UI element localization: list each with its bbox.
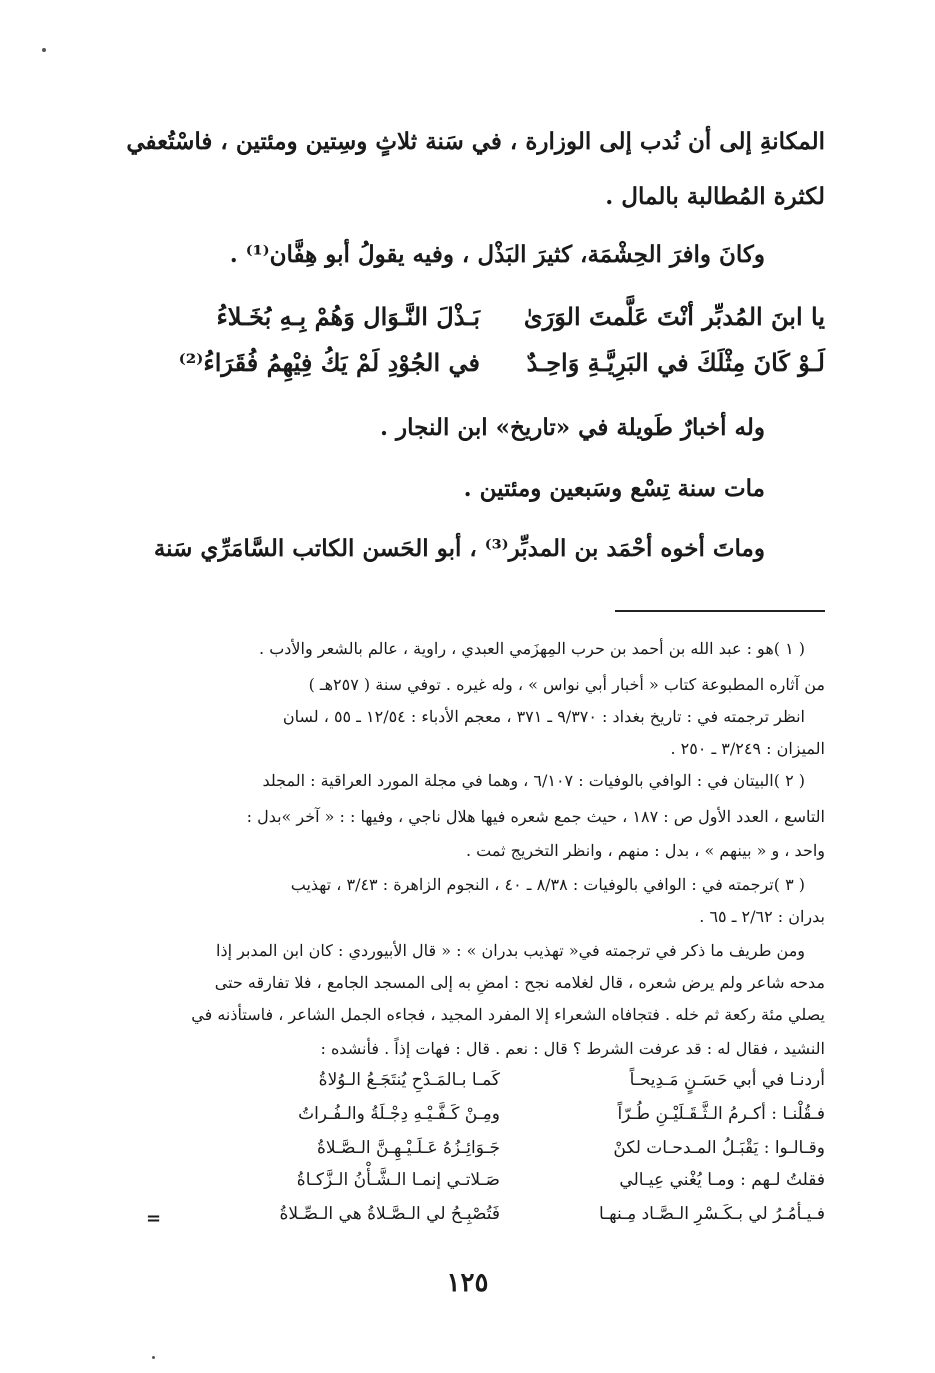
poem-verse-1 — [140, 1070, 825, 1100]
continuation-mark: = — [146, 1208, 162, 1229]
poem-verse-4 — [140, 1170, 825, 1200]
poem-second-hemistich: صَـلاتـي إنمـا الـشَّـأْنُ الـزَّكـاةُ — [296, 1170, 500, 1190]
poem-second-hemistich: ومِـنْ كَـفَّـيْـهِ دِجْـلَةُ والـفُـراتُ — [298, 1104, 500, 1124]
body-line-1: المكانةِ إلى أن نُدب إلى الوزارة ، في سَنة ثلاثٍ وسِتين ومئتين ، فاسْتُعفي — [126, 128, 825, 155]
poem-verse-2 — [140, 1104, 825, 1134]
body-line-6: وماتَ أخوه أحْمَد بن المدبِّر⁽³⁾ ، أبو الحَسن الكاتب السَّامَرِّي سَنة — [153, 535, 765, 562]
footnote-line: واحد ، و « بينهم » ، بدل : منهم ، وانظر التخريج ثمت . — [465, 841, 825, 860]
footnote-line: التاسع ، العدد الأول ص : ١٨٧ ، حيث جمع شعره فيها هلال ناجي ، وفيها : : « آخر »بدل : — [246, 807, 825, 826]
poem-first-hemistich: فـقُلْنـا : أكـرمُ الـثَّـقَـلَيْـنِ طُـرّاً — [617, 1104, 825, 1124]
verse-2 — [160, 348, 825, 388]
poem-first-hemistich: أردنـا في أبي حَسَـنٍ مَـدِيحـاً — [629, 1070, 825, 1090]
footnote-line: بدران : ٢/٦٢ ـ ٦٥ . — [699, 907, 825, 926]
verse-1-second-hemistich: بَـذْلَ النَّـوَال وَهُمْ بِـهِ بُخَـلاءُ — [216, 302, 480, 331]
poem-first-hemistich: وقـالـوا : يَقْبَـلُ المـدحـات لكنْ — [613, 1138, 825, 1158]
verse-2-second-hemistich: في الجُوْدِ لَمْ يَكُ فِيْهِمُ فُقَرَاءُ⁽²⁾ — [178, 348, 480, 377]
body-line-4: وله أخبارٌ طَويلة في «تاريخ» ابن النجار . — [380, 414, 765, 441]
footnote-line: يصلي مئة ركعة ثم خله . فتجافاه الشعراء إلا المفرد المجيد ، فجاءه الجمل الشاعر ، فاستأذنه في — [191, 1005, 825, 1024]
scan-speck — [152, 1356, 155, 1359]
footnote-line: ومن طريف ما ذكر في ترجمته في« تهذيب بدران » : « قال الأبيوردي : كان ابن المدبر إذا — [216, 941, 805, 960]
footnote-line: انظر ترجمته في : تاريخ بغداد : ٩/٣٧٠ ـ ٣٧١ ، معجم الأدباء : ١٢/٥٤ ـ ٥٥ ، لسان — [282, 707, 805, 726]
poem-second-hemistich: كَمـا بـالمَـدْحِ يُنتَجَـعُ الـوُلاةُ — [318, 1070, 500, 1090]
footnote-separator — [615, 610, 825, 612]
footnote-line: ( ٢ )البيتان في : الوافي بالوفيات : ٦/١٠٧ ، وهما في مجلة المورد العراقية : المجلد — [262, 771, 805, 790]
poem-second-hemistich: فَتُصْبِـحُ لي الـصَّـلاةُ هي الـصِّـلاةُ — [279, 1204, 500, 1224]
poem-verse-5 — [140, 1204, 825, 1234]
body-line-3: وكانَ وافرَ الحِشْمَة، كثيرَ البَذْل ، وفيه يقولُ أبو هِفَّان⁽¹⁾ . — [229, 241, 765, 268]
footnote-line: الميزان : ٣/٢٤٩ ـ ٢٥٠ . — [670, 739, 825, 758]
poem-second-hemistich: جَـوَائِـزُهُ عَـلَـيْـهِـنَّ الـصَّـلاةُ — [316, 1138, 500, 1158]
verse-1-first-hemistich: يا ابنَ المُدبِّر أنْتَ عَلَّمتَ الوَرَىٰ — [523, 302, 825, 331]
poem-first-hemistich: فـيـأمُـرُ لي بـكَـسْرِ الـصَّـاد مِـنهـا — [598, 1204, 825, 1224]
poem-first-hemistich: فقلتُ لـهم : ومـا يُغْني عِيـالي — [619, 1170, 825, 1190]
scan-speck — [42, 48, 46, 52]
footnote-line: مدحه شاعر ولم يرض شعره ، قال لغلامه نجح : امضِ به إلى المسجد الجامع ، فلا تفارقه حتى — [214, 973, 825, 992]
footnote-line: النشيد ، فقال له : قد عرفت الشرط ؟ قال : نعم . قال : فهات إذاً . فأنشده : — [320, 1039, 825, 1058]
page-number: ١٢٥ — [446, 1268, 489, 1298]
body-line-2: لكثرة المُطالبة بالمال . — [605, 183, 825, 210]
verse-1 — [160, 302, 825, 342]
footnote-line: ( ١ )هو : عبد الله بن أحمد بن حرب المِهزَمي العبدي ، راوية ، عالم بالشعر والأدب . — [259, 639, 805, 658]
footnote-line: من آثاره المطبوعة كتاب « أخبار أبي نواس » ، وله غيره . توفي سنة ( ٢٥٧هـ ) — [308, 675, 825, 694]
body-line-5: مات سنة تِسْع وسَبعين ومئتين . — [463, 475, 765, 502]
poem-verse-3 — [140, 1138, 825, 1168]
verse-2-first-hemistich: لَـوْ كَانَ مِثْلَكَ في البَرِيَّـةِ وَاحِـدٌ — [526, 348, 825, 377]
footnote-line: ( ٣ )ترجمته في : الوافي بالوفيات : ٨/٣٨ ـ ٤٠ ، النجوم الزاهرة : ٣/٤٣ ، تهذيب — [290, 875, 805, 894]
